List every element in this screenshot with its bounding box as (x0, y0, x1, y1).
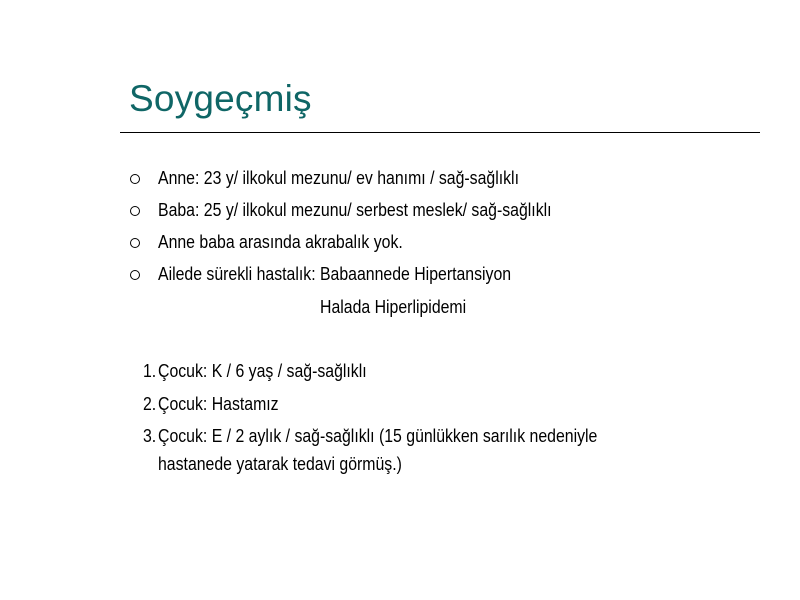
child-text: Çocuk: E / 2 aylık / sağ-sağlıklı (15 günlükken sarılık nedeniyle (158, 426, 598, 446)
bullet-text: Baba: 25 y/ ilkokul mezunu/ serbest meslek/ sağ-sağlıklı (158, 200, 552, 220)
circle-bullet-icon (130, 238, 140, 248)
child-number: 1. (143, 361, 157, 381)
child-text: Çocuk: K / 6 yaş / sağ-sağlıklı (158, 361, 367, 381)
child-continuation: hastanede yatarak tedavi görmüş.) (158, 454, 402, 474)
circle-bullet-icon (130, 270, 140, 280)
bullet-text: Anne: 23 y/ ilkokul mezunu/ ev hanımı / sağ-sağlıklı (158, 168, 519, 188)
child-number: 2. (143, 394, 157, 414)
circle-bullet-icon (130, 206, 140, 216)
slide-title: Soygeçmiş (129, 78, 312, 119)
bullet-text: Ailede sürekli hastalık: Babaannede Hipertansiyon (158, 264, 512, 284)
bullet-text: Anne baba arasında akrabalık yok. (158, 232, 403, 252)
child-text: Çocuk: Hastamız (158, 394, 279, 414)
circle-bullet-icon (130, 174, 140, 184)
bullet-continuation: Halada Hiperlipidemi (320, 297, 467, 317)
title-divider (120, 132, 760, 133)
child-number: 3. (143, 426, 157, 446)
